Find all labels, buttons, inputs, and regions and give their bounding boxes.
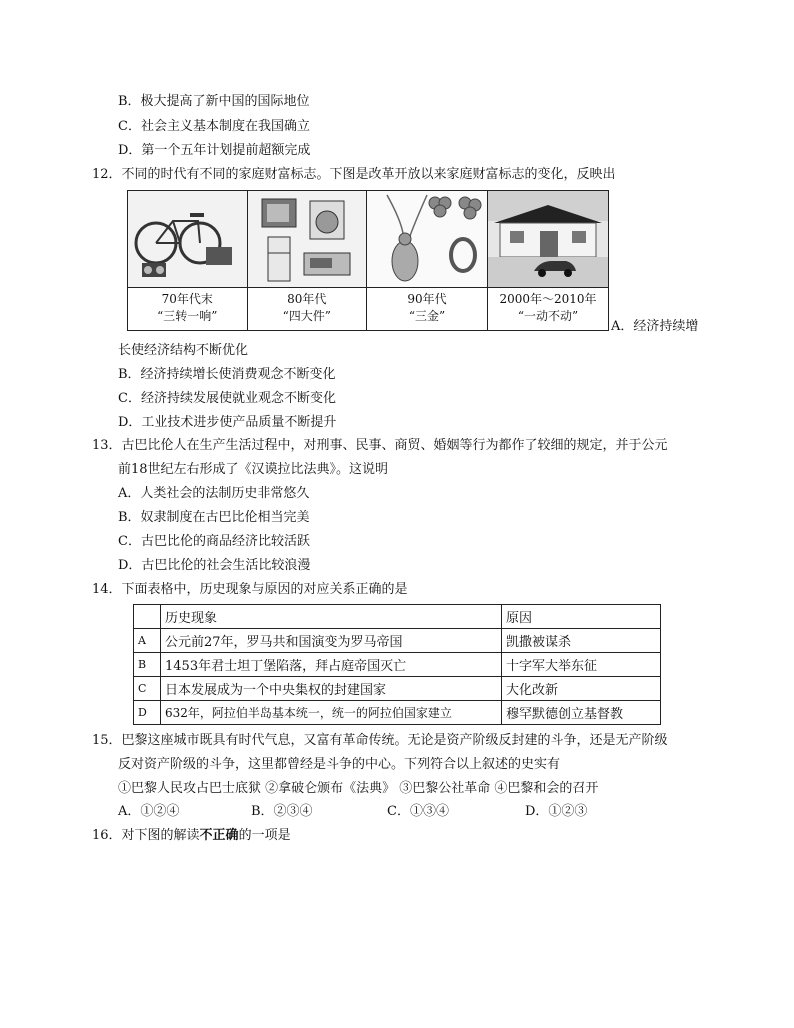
row-cause: 凯撒被谋杀	[502, 629, 661, 653]
q12-panel-3	[367, 191, 488, 330]
q13-option-a: A．人类社会的法制历史非常悠久	[118, 486, 310, 501]
q11-option-d: D．第一个五年计划提前超额完成	[118, 143, 311, 158]
q11-option-b: B．极大提高了新中国的国际地位	[118, 94, 310, 109]
row-cause: 十字军大举东征	[502, 653, 661, 677]
appliances-image	[248, 191, 367, 288]
q12-option-a-part1: A．经济持续增	[611, 319, 699, 334]
q13-option-d: D．古巴比伦的社会生活比较浪漫	[118, 558, 311, 573]
row-event: 632年，阿拉伯半岛基本统一，统一的阿拉伯国家建立	[161, 701, 502, 725]
q12-option-b: B．经济持续增长使消费观念不断变化	[118, 367, 336, 382]
q12-panel-1-label: “三转一响”	[157, 309, 218, 323]
row-key: C	[134, 677, 161, 701]
table-row	[134, 629, 661, 653]
row-event: 1453年君士坦丁堡陷落，拜占庭帝国灭亡	[161, 653, 502, 677]
q16-stem-emphasis: 不正确	[199, 828, 239, 843]
table-row	[134, 677, 661, 701]
bicycle-sewing-radio-image	[128, 191, 247, 288]
gold-jewelry-image	[367, 191, 487, 288]
q12-panel-4-label: “一动不动”	[517, 309, 579, 323]
row-key: D	[134, 701, 161, 725]
q12-panel-3-label: “三金”	[408, 309, 446, 323]
row-cause: 大化改新	[502, 677, 661, 701]
house-car-image	[488, 191, 608, 288]
q13-stem-line1: 13．古巴比伦人在生产生活过程中，对刑事、民事、商贸、婚姻等行为都作了较细的规定，并于公元	[92, 438, 668, 453]
table-row	[134, 701, 661, 725]
q16-stem-pre: 16．对下图的解读	[92, 828, 200, 843]
row-key: A	[134, 629, 161, 653]
q12-option-d: D．工业技术进步使产品质量不断提升	[118, 415, 337, 430]
q12-option-a-part2: 长使经济结构不断优化	[118, 343, 249, 358]
q16-stem	[92, 827, 291, 845]
q12-panel-2	[248, 191, 368, 330]
row-event: 公元前27年，罗马共和国演变为罗马帝国	[161, 629, 502, 653]
q15-stem-line2: 反对资产阶级的斗争，这里都曾经是斗争的中心。下列符合以上叙述的史实有	[118, 757, 561, 772]
q13-option-c: C．古巴比伦的商品经济比较活跃	[118, 534, 310, 549]
q15-items: ①巴黎人民攻占巴士底狱 ②拿破仑颁布《法典》 ③巴黎公社革命 ④巴黎和会的召开	[118, 781, 599, 796]
q13-option-b: B．奴隶制度在古巴比伦相当完美	[118, 510, 310, 525]
q12-panel-4-era: 2000年～2010年	[499, 292, 597, 306]
q12-image-strip	[127, 190, 609, 331]
header-event: 历史现象	[161, 605, 502, 629]
q12-option-c: C．经济持续发展使就业观念不断变化	[118, 391, 336, 406]
table-header-row	[134, 605, 661, 629]
q16-stem-post: 的一项是	[238, 828, 291, 843]
q15-option-a: A．①②④	[118, 804, 180, 819]
q12-panel-3-era: 90年代	[407, 292, 447, 306]
q13-stem-line2: 前18世纪左右形成了《汉谟拉比法典》。这说明	[118, 462, 389, 477]
q15-option-b: B．②③④	[251, 804, 313, 819]
q12-stem: 12．不同的时代有不同的家庭财富标志。下图是改革开放以来家庭财富标志的变化，反映出	[92, 167, 616, 182]
q11-option-c: C．社会主义基本制度在我国确立	[118, 119, 310, 134]
row-cause: 穆罕默德创立基督教	[502, 701, 661, 725]
q12-panel-1	[128, 191, 248, 330]
q12-panel-2-era: 80年代	[287, 292, 327, 306]
q12-panel-2-label: “四大件”	[282, 309, 331, 323]
q12-panel-4	[488, 191, 608, 330]
q15-option-c: C．①③④	[387, 804, 449, 819]
table-row	[134, 653, 661, 677]
header-cause: 原因	[502, 605, 661, 629]
row-key: B	[134, 653, 161, 677]
q14-table	[133, 604, 661, 725]
q15-stem-line1: 15．巴黎这座城市既具有时代气息，又富有革命传统。无论是资产阶级反封建的斗争，还是无产阶级	[92, 733, 668, 748]
row-event: 日本发展成为一个中央集权的封建国家	[161, 677, 502, 701]
q15-option-d: D．①②③	[525, 804, 588, 819]
q14-stem: 14．下面表格中，历史现象与原因的对应关系正确的是	[92, 582, 408, 597]
q12-panel-1-era: 70年代末	[161, 292, 213, 306]
